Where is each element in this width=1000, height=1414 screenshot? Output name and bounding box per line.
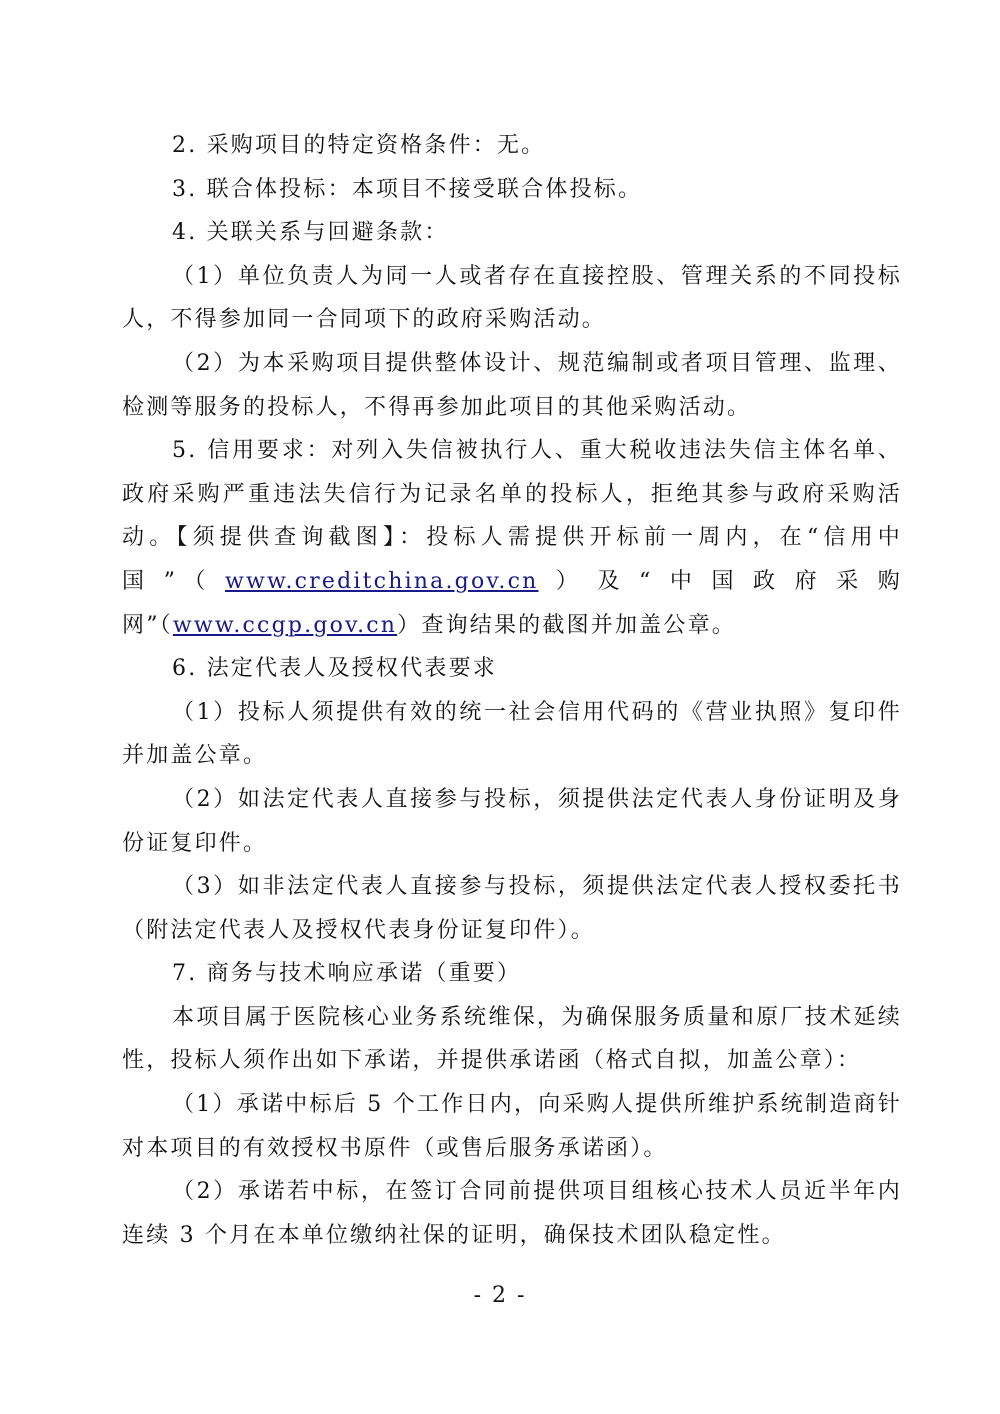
item-5-text-a: 5. 信用要求：对列入失信被执行人、重大税收违法失信主体名单、政府采购严重违法失信行为记录名单的投标人，拒绝其参与政府采购活动。【须提供查询截图】：投标人需提供开标前一周内，在“信用中国”（: [122, 438, 902, 594]
item-7-intro: 本项目属于医院核心业务系统维保，为确保服务质量和原厂技术延续性，投标人须作出如下承诺，并提供承诺函（格式自拟，加盖公章）：: [122, 1004, 902, 1074]
item-7-2: （2）承诺若中标，在签订合同前提供项目组核心技术人员近半年内连续 3 个月在本单位缴纳社保的证明，确保技术团队稳定性。: [122, 1179, 902, 1248]
item-6-1: （1）投标人须提供有效的统一社会信用代码的《营业执照》复印件并加盖公章。: [122, 699, 902, 769]
document-body: [122, 124, 902, 1257]
item-5-text-b: ）及“中国政府采购网”（: [122, 568, 902, 638]
item-7-1: （1）承诺中标后 5 个工作日内，向采购人提供所维护系统制造商针对本项目的有效授权书原件（或售后服务承诺函）。: [122, 1092, 902, 1161]
item-6-heading: 6. 法定代表人及授权代表要求: [172, 656, 497, 682]
item-4-2: （2）为本采购项目提供整体设计、规范编制或者项目管理、监理、检测等服务的投标人，不得再参加此项目的其他采购活动。: [122, 350, 902, 420]
item-2-qualification: 2. 采购项目的特定资格条件：无。: [172, 133, 546, 158]
item-4-heading: 4. 关联关系与回避条款：: [172, 220, 449, 246]
item-5-text-c: ）查询结果的截图并加盖公章。: [397, 612, 736, 638]
page-number: - 2 -: [473, 1283, 527, 1308]
item-4-1: （1）单位负责人为同一人或者存在直接控股、管理关系的不同投标人，不得参加同一合同项下的政府采购活动。: [122, 263, 902, 333]
creditchina-link[interactable]: www.creditchina.gov.cn: [224, 568, 539, 594]
item-6-3: （3）如非法定代表人直接参与投标，须提供法定代表人授权委托书（附法定代表人及授权代表身份证复印件）。: [122, 874, 902, 943]
item-6-2: （2）如法定代表人直接参与投标，须提供法定代表人身份证明及身份证复印件。: [122, 786, 902, 856]
ccgp-link[interactable]: www.ccgp.gov.cn: [172, 612, 398, 638]
item-5-credit: [122, 429, 902, 647]
item-3-consortium: 3. 联合体投标：本项目不接受联合体投标。: [172, 176, 643, 202]
item-7-heading: 7. 商务与技术响应承诺（重要）: [172, 961, 522, 987]
